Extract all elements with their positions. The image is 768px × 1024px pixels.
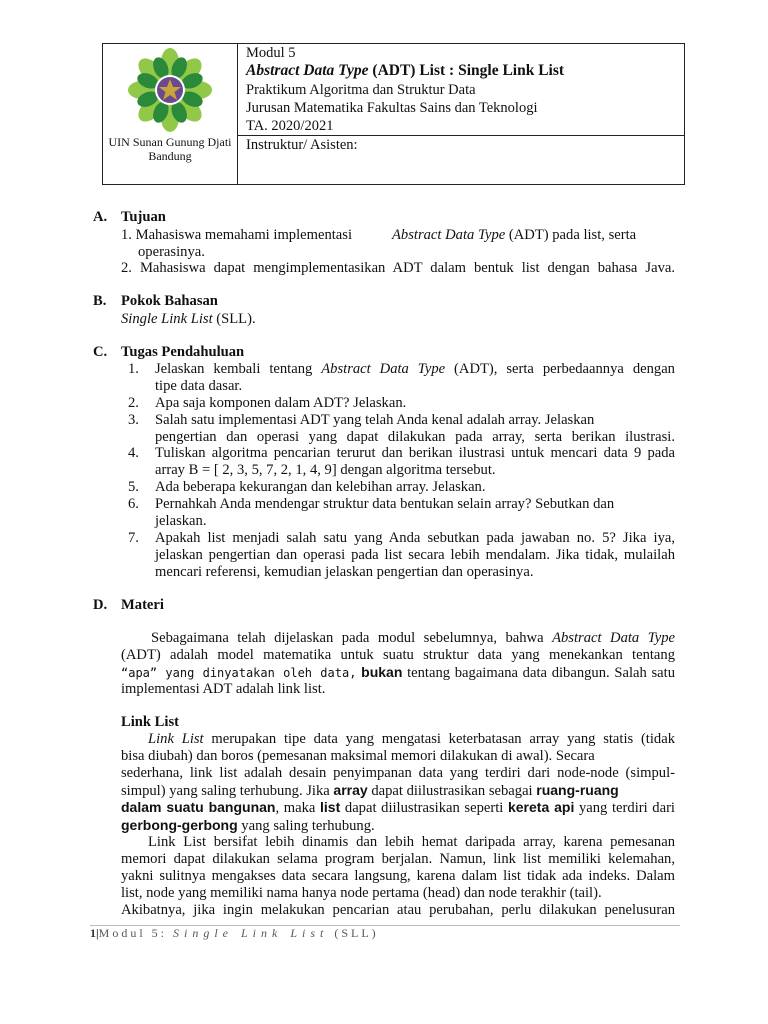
- tugas-item-4-cont: array B = [ 2, 3, 5, 7, 2, 1, 4, 9] dengan algoritma tersebut.: [155, 462, 496, 478]
- academic-year: TA. 2020/2021: [246, 118, 334, 134]
- materi-p1-line1: Sebagaimana telah dijelaskan pada modul sebelumnya, bahwa Abstract Data Type: [151, 630, 675, 646]
- link-list-p2-line1: Link List bersifat lebih dinamis dan lebih hemat daripada array, karena pemesanan: [148, 834, 675, 850]
- tugas-item-4: Tuliskan algoritma pencarian terurut dan berikan ilustrasi untuk mencari data 9 pada: [155, 445, 675, 461]
- link-list-p2-line2: memori dapat dilakukan selama program berjalan. Namun, link list memiliki kelemahan,: [121, 851, 675, 867]
- tugas-item-3: Salah satu implementasi ADT yang telah Anda kenal adalah array. Jelaskan: [155, 412, 595, 428]
- page-number: 1: [90, 926, 96, 940]
- tujuan-item-2: 2. Mahasiswa dapat mengimplementasikan ADT dalam bentuk list dengan bahasa Java.: [121, 260, 675, 276]
- department-name: Jurusan Matematika Fakultas Sains dan Teknologi: [246, 100, 538, 116]
- link-list-p-line4: simpul) yang saling terhubung. Jika array dapat diilustrasikan sebagai ruang-ruang: [121, 782, 619, 799]
- page-footer: 1|Modul 5: Single Link List (SLL): [90, 926, 379, 940]
- tugas-number: 3.: [128, 412, 139, 428]
- link-list-p-line3: sederhana, link list adalah desain penyimpanan data yang terdiri dari node-node (simpul-: [121, 765, 675, 781]
- materi-p1-line3: “apa” yang dinyatakan oleh data, bukan tentang bagaimana data dibangun. Salah satu: [121, 664, 675, 681]
- tugas-item-7-cont: mencari referensi, kemudian jelaskan pengertian dan operasinya.: [155, 564, 534, 580]
- materi-p1-line2: (ADT) adalah model matematika untuk suatu struktur data yang menekankan tentang: [121, 647, 675, 663]
- tujuan-item-1-cont: operasinya.: [138, 244, 205, 260]
- section-c-heading: Tugas Pendahuluan: [121, 344, 245, 360]
- tugas-number: 6.: [128, 496, 139, 512]
- pokok-bahasan-text: Single Link List (SLL).: [121, 311, 256, 327]
- university-name: UIN Sunan Gunung Djati Bandung: [108, 135, 232, 163]
- tugas-number: 2.: [128, 395, 139, 411]
- tugas-item-6: Pernahkah Anda mendengar struktur data bentukan selain array? Sebutkan dan: [155, 496, 615, 512]
- section-b-letter: B.: [93, 293, 107, 309]
- module-info-cell: [238, 44, 684, 184]
- table-divider: [238, 135, 684, 136]
- tujuan-item-1: 1. Mahasiswa memahami implementasi Abstract Data Type (ADT) pada list, serta: [121, 227, 637, 243]
- section-a-letter: A.: [93, 209, 108, 225]
- course-name: Praktikum Algoritma dan Struktur Data: [246, 82, 476, 98]
- module-number: Modul 5: [246, 45, 296, 61]
- link-list-p-line5: dalam suatu bangunan, maka list dapat diilustrasikan seperti kereta api yang terdiri dari: [121, 799, 675, 816]
- section-d-heading: Materi: [121, 597, 164, 613]
- section-b-heading: Pokok Bahasan: [121, 293, 218, 309]
- tugas-item-7-cont: jelaskan pengertian dan operasi pada list secara lebih mendalam. Jika tidak, mulailah: [155, 547, 675, 563]
- uin-logo-icon: [120, 46, 220, 134]
- tugas-item-1: Jelaskan kembali tentang Abstract Data Type (ADT), serta perbedaannya dengan: [155, 361, 675, 377]
- tugas-item-1-cont: tipe data dasar.: [155, 378, 243, 394]
- link-list-p2-line5: Akibatnya, jika ingin melakukan pencarian atau perubahan, perlu dilakukan penelusuran: [121, 902, 675, 918]
- link-list-heading: Link List: [121, 714, 179, 730]
- link-list-p2-line3: yakni sulitnya mengakses data secara langsung, karena dalam list tidak ada indeks. Dalam: [121, 868, 675, 884]
- tugas-number: 7.: [128, 530, 139, 546]
- tugas-number: 4.: [128, 445, 139, 461]
- link-list-p-line2: bisa diubah) dan boros (pemesanan maksimal memori dilakukan di awal). Secara: [121, 748, 595, 764]
- tugas-number: 5.: [128, 479, 139, 495]
- tugas-item-6-cont: jelaskan.: [155, 513, 207, 529]
- tugas-item-2: Apa saja komponen dalam ADT? Jelaskan.: [155, 395, 407, 411]
- section-a-heading: Tujuan: [121, 209, 166, 225]
- tugas-number: 1.: [128, 361, 139, 377]
- link-list-p-line6: gerbong-gerbong yang saling terhubung.: [121, 817, 375, 834]
- module-title: Abstract Data Type (ADT) List : Single Link List: [246, 62, 565, 79]
- logo-cell: [103, 44, 238, 184]
- section-d-letter: D.: [93, 597, 108, 613]
- tugas-item-5: Ada beberapa kekurangan dan kelebihan array. Jelaskan.: [155, 479, 486, 495]
- link-list-p-line1: Link List merupakan tipe data yang mengatasi keterbatasan array yang statis (tidak: [148, 731, 675, 747]
- module-header-table: [102, 43, 685, 185]
- tugas-item-7: Apakah list menjadi salah satu yang Anda sebutkan pada jawaban no. 5? Jika iya,: [155, 530, 675, 546]
- tugas-item-3-cont: pengertian dan operasi yang dapat dilakukan pada array, serta berikan ilustrasi.: [155, 429, 675, 445]
- link-list-p2-line4: list, node yang memiliki nama hanya node pertama (head) dan node terakhir (tail).: [121, 885, 602, 901]
- section-c-letter: C.: [93, 344, 108, 360]
- materi-p1-line4: implementasi ADT adalah link list.: [121, 681, 326, 697]
- instructor-label: Instruktur/ Asisten:: [246, 137, 358, 153]
